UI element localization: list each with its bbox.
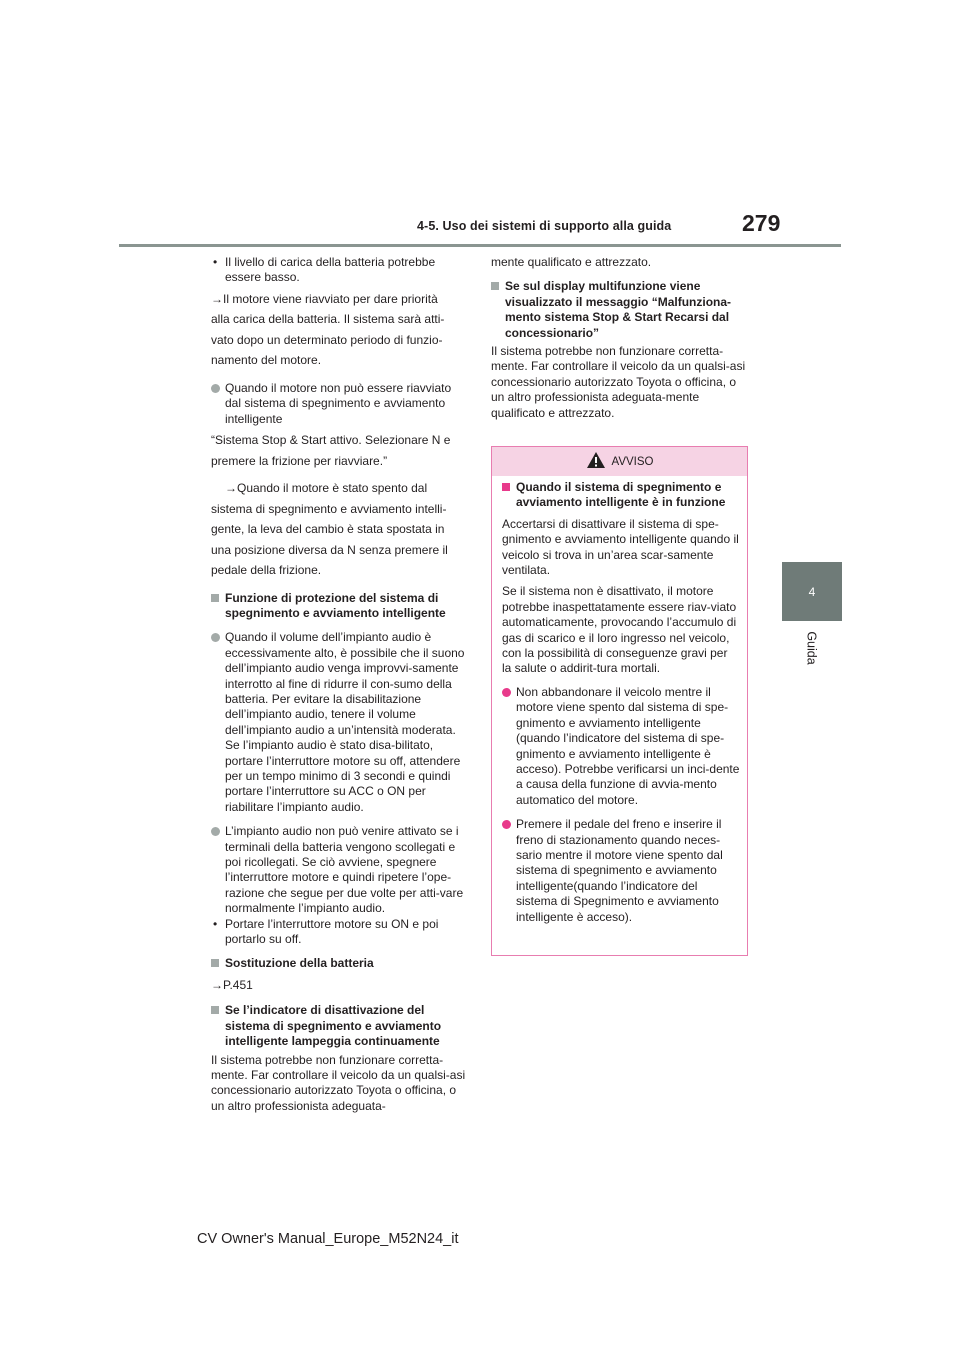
dot-item [211,630,469,815]
warning-heading-text: Quando il sistema di spegnimento e avviamento intelligente è in funzione [516,480,726,510]
paragraph-line: vato dopo un determinato periodo di funzio- [211,332,443,347]
square-bullet-icon [491,282,499,290]
left-column [211,255,469,1114]
section-title: 4-5. Uso dei sistemi di supporto alla guida [417,219,672,233]
list-item [211,255,469,286]
reference-line: →Quando il motore è stato spento dal [225,481,428,496]
dot-item [211,824,469,916]
square-bullet-icon [211,959,219,967]
section-heading [211,956,469,971]
list-item [211,917,469,948]
chapter-tab[interactable] [782,562,842,621]
paragraph-line: alla carica della batteria. Il sistema sarà atti- [211,312,445,327]
paragraph-line: pedale della frizione. [211,563,322,578]
page-reference-link[interactable]: →P.451 [211,977,253,992]
reference-line: →Il motore viene riavviato per dare priorità [211,291,438,306]
circle-bullet-icon [211,827,220,836]
chapter-label [782,628,842,668]
warning-heading [502,480,740,511]
list-item-text: Il livello di carica della batteria potrebbe essere basso. [225,255,436,285]
bullet-icon: • [213,255,218,269]
paragraph: Se il sistema non è disattivato, il motore potrebbe inaspettatamente essere riav-viato automaticamente, provocando l’accumulo di gas di scarico e il loro ingresso nel veicolo, con la possibilità di conseguenze gravi per la salute o addirit-tura mortali. [502,584,737,676]
dot-item-text: Quando il motore non può essere riavviato dal sistema di spegnimento e avviamento intelligente [225,380,452,426]
paragraph-line: namento del motore. [211,353,322,368]
section-heading-text: Funzione di protezione del sistema di spegnimento e avviamento intelligente [225,590,446,620]
dot-item [502,685,740,808]
circle-bullet-icon [211,384,220,393]
bullet-icon: • [213,916,218,931]
message-line: premere la frizione per riavviare.” [211,453,388,468]
paragraph: Il sistema potrebbe non funzionare corretta-mente. Far controllare il veicolo da un qualsi-asi concessionario autorizzato Toyota o officina, o un altro professionista adeguata- [211,1052,466,1113]
header-divider [119,244,841,247]
paragraph-line: sistema di spegnimento e avviamento intelli- [211,501,447,516]
circle-bullet-icon [502,820,511,829]
warning-box [491,446,748,956]
paragraph-line: gente, la leva del cambio è stata spostata in [211,522,445,537]
right-column [491,255,749,421]
dot-item [502,817,740,925]
dot-item-text: Quando il volume dell’impianto audio è eccessivamente alto, è possibile che il suono dell’impianto audio venga improvvi-samente interrotto al fine di ridurre il con-sumo della batteria. Per evitare la disabilitazione dell’impianto audio, tenere il volume dell’impianto audio a un’intensità moderata. Se l’impianto audio è stato disa-bilitato, portare l’interruttore motore su off, attendere per un tempo minimo di 3 secondi e quindi portare l’interruttore su ACC o ON per riabilitare l’impianto audio. [225,630,465,814]
circle-bullet-icon [211,633,220,642]
paragraph: Il sistema potrebbe non funzionare corretta-mente. Far controllare il veicolo da un qualsi-asi concessionario autorizzato Toyota o officina, o un altro professionista adeguata-mente qualificato e attrezzato. [491,344,746,420]
section-heading-text: Sostituzione della batteria [225,956,374,971]
section-heading-text: Se l’indicatore di disattivazione del sistema di spegnimento e avviamento intelligente lampeggia continuamente [225,1003,442,1049]
section-heading [491,279,749,341]
section-heading [211,1003,469,1049]
warning-title: AVVISO [611,455,654,468]
square-bullet-icon [211,594,219,602]
chapter-label-text: Guida [804,631,819,665]
paragraph-line: una posizione diversa da N senza premere il [211,542,448,557]
dot-item-text: Non abbandonare il veicolo mentre il motore viene spento dal sistema di spe-gnimento e avviamento intelligente (quando l’indicatore del sistema di spe-gnimento e avviamento intelligente è acceso). Potrebbe verificarsi un inci-dente a causa della funzione di avvia-mento automatico del motore. [516,684,740,807]
square-bullet-icon [502,483,510,491]
footer-text: CV Owner's Manual_Europe_M52N24_it [197,1231,459,1247]
chapter-number: 4 [808,584,816,599]
page-number: 279 [742,210,781,236]
dot-item-text: Premere il pedale del freno e inserire il freno di stazionamento quando neces-sario mentre il motore viene spento dal sistema di spegnimento e avviamento intelligente(quando l’indicatore del sistema di Spegnimento e avviamento intelligente è acceso). [516,817,723,924]
dot-item-text: L’impianto audio non può venire attivato se i terminali della batteria vengono scollegati e poi ricollegati. Se ciò avviene, spegnere l’interruttore motore e quindi ripetere l’ope-razione che segue per due volte per atti-vare normalmente l’impianto audio. [225,824,464,916]
paragraph: Accertarsi di disattivare il sistema di spe-gnimento e avviamento intelligente quando il veicolo si trova in un’area scar-samente ventilata. [502,516,739,578]
warning-triangle-icon [586,451,606,472]
section-heading [211,591,469,622]
warning-body [502,480,740,925]
square-bullet-icon [211,1006,219,1014]
dot-item [211,381,469,427]
list-item-text: Portare l’interruttore motore su ON e poi portarlo su off. [225,916,439,947]
message-line: “Sistema Stop & Start attivo. Selezionare N e [211,433,451,448]
circle-bullet-icon [502,688,511,697]
warning-header [492,447,747,476]
section-heading-text: Se sul display multifunzione viene visualizzato il messaggio “Malfunziona-mento sistema Stop & Start Recarsi dal concessionario” [505,279,732,340]
paragraph: mente qualificato e attrezzato. [491,255,652,269]
